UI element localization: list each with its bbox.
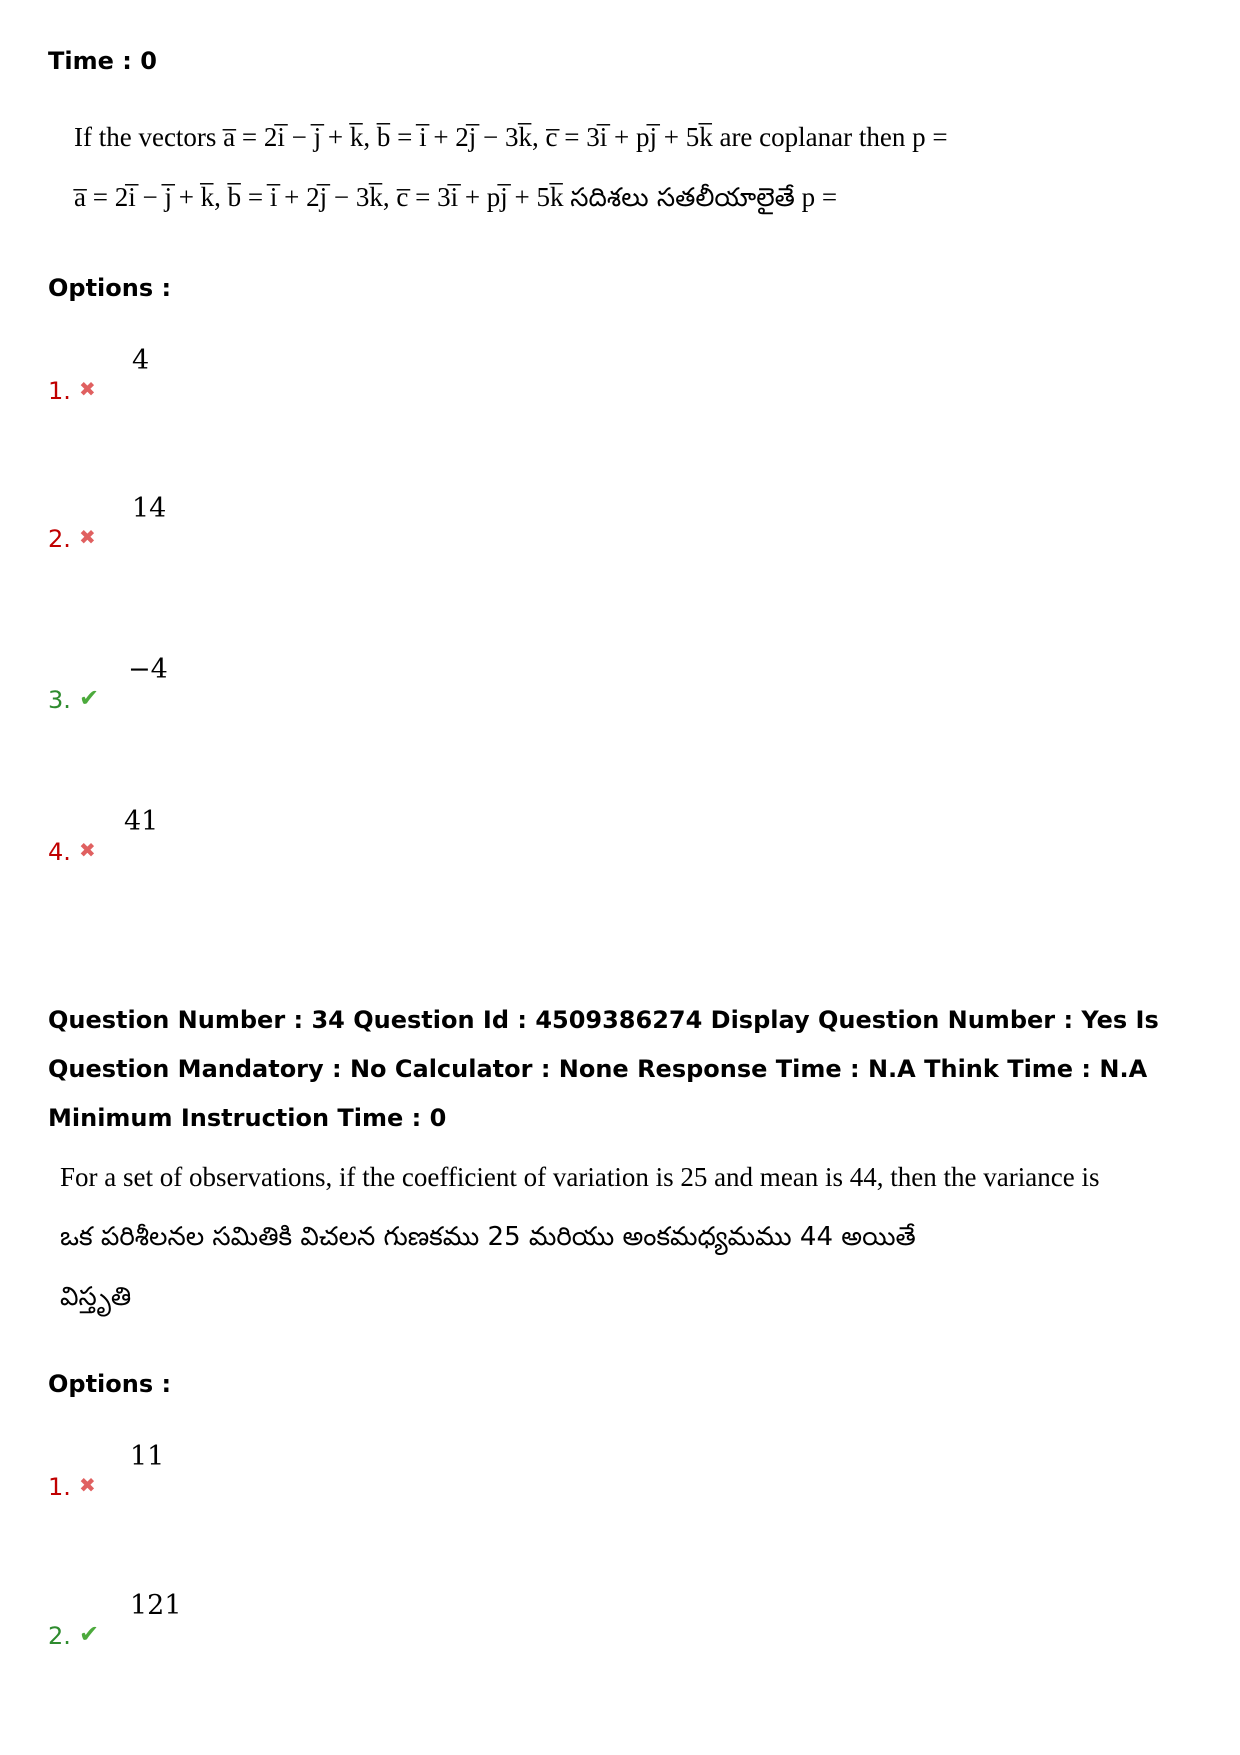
q33-option-3 — [48, 654, 648, 714]
cross-icon: ✖ — [79, 525, 96, 549]
q34-question-english: For a set of observations, if the coefficient of variation is 25 and mean is 44, then the variance is — [60, 1162, 1100, 1192]
q34-question-telugu-1: ఒక పరిశీలనల సమితికి విచలన గుణకము 25 మరియు అంకమధ్యమము 44 అయితే — [60, 1222, 916, 1252]
option-value: 41 — [124, 806, 159, 837]
option-number: 2. — [48, 1622, 71, 1650]
option-number: 1. — [48, 1473, 71, 1501]
q33-question-telugu-math: a̅ = 2i̅ − j̅ + k̅, b̅ = i̅ + 2j̅ − 3k̅, c̅ = 3i̅ + pj̅ + 5k̅ — [74, 182, 564, 212]
option-number: 2. — [48, 525, 71, 553]
check-icon: ✔ — [79, 684, 100, 712]
q34-meta: Question Number : 34 Question Id : 4509386274 Display Question Number : Yes Is Question Mandatory : No Calculator : None Response Time : N.A Think Time : N.A Minimum Instruction Time : 0 — [48, 1006, 1159, 1132]
q34-option-1 — [48, 1441, 648, 1501]
option-number: 1. — [48, 377, 71, 405]
option-value: 14 — [132, 493, 167, 524]
q33-question-telugu-tail: p = — [801, 182, 838, 212]
cross-icon: ✖ — [79, 838, 96, 862]
option-value: 121 — [130, 1590, 182, 1621]
option-number: 4. — [48, 838, 71, 866]
q33-question-telugu-text: సదిశలు సతలీయాలైతే — [570, 183, 795, 213]
option-value: 4 — [132, 345, 150, 376]
q33-question-english: If the vectors a̅ = 2i̅ − j̅ + k̅, b̅ = i̅ + 2j̅ − 3k̅, c̅ = 3i̅ + pj̅ + 5k̅ are coplanar then p = — [74, 122, 948, 152]
cross-icon: ✖ — [79, 1473, 96, 1497]
q33-option-1 — [48, 345, 648, 405]
q33-question — [74, 107, 948, 228]
q33-option-2 — [48, 493, 648, 553]
option-value: 11 — [130, 1441, 165, 1472]
option-number: 3. — [48, 686, 71, 714]
q33-question-telugu — [74, 167, 948, 228]
q33-time-line: Time : 0 — [48, 47, 157, 75]
q34-option-2 — [48, 1590, 648, 1650]
q33-option-4 — [48, 806, 648, 866]
q33-options-label: Options : — [48, 274, 172, 302]
q34-options-label: Options : — [48, 1370, 172, 1398]
q34-question-telugu-2: విస్తృతి — [60, 1282, 132, 1312]
check-icon: ✔ — [79, 1620, 100, 1648]
q34-question — [60, 1147, 1099, 1327]
cross-icon: ✖ — [79, 377, 96, 401]
option-value: −4 — [128, 654, 168, 685]
